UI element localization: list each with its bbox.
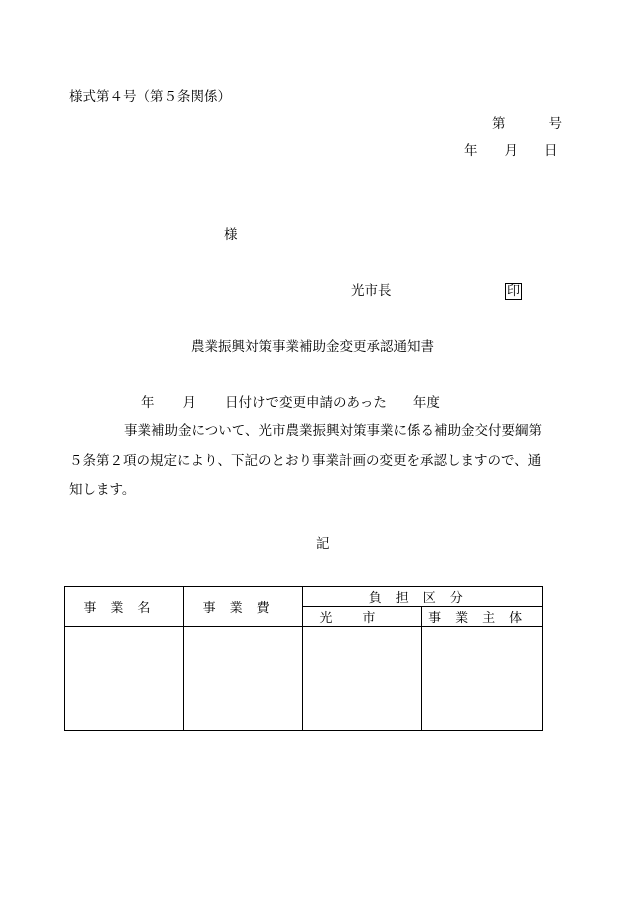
cell-project-cost[interactable] xyxy=(183,627,303,731)
body-line-3: ５条第２項の規定により、下記のとおり事業計画の変更を承認しますので、通 xyxy=(69,453,542,469)
date-year: 年 xyxy=(464,143,478,159)
header-city: 光市 xyxy=(303,607,422,627)
document-number-suffix: 号 xyxy=(548,116,562,132)
body-line-2: 事業補助金について、光市農業振興対策事業に係る補助金交付要綱第 xyxy=(124,423,542,439)
header-operator: 事業主体 xyxy=(422,607,543,627)
body-line-1 xyxy=(141,397,440,411)
body-month: 月 xyxy=(182,395,196,411)
issue-date xyxy=(464,145,558,159)
body-year: 年 xyxy=(141,395,155,411)
document-title: 農業振興対策事業補助金変更承認通知書 xyxy=(191,339,434,355)
date-day: 日 xyxy=(544,143,558,159)
cell-city[interactable] xyxy=(303,627,422,731)
body-fiscal-year: 年度 xyxy=(412,395,440,411)
document-number xyxy=(492,118,562,132)
issuer: 光市長 xyxy=(351,283,392,299)
seal-stamp: 印 xyxy=(507,284,521,299)
header-burden: 負担区分 xyxy=(303,587,543,607)
form-number: 様式第４号（第５条関係） xyxy=(69,89,231,105)
record-label: 記 xyxy=(316,536,330,552)
body-line-4: 知します。 xyxy=(69,482,136,498)
header-project-name: 事業名 xyxy=(65,587,184,627)
body-text: 日付けで変更申請のあった xyxy=(225,395,387,411)
cell-operator[interactable] xyxy=(422,627,543,731)
project-table xyxy=(64,586,543,731)
header-project-cost: 事業費 xyxy=(183,587,303,627)
document-number-prefix: 第 xyxy=(492,116,506,132)
cell-project-name[interactable] xyxy=(65,627,184,731)
recipient-suffix: 様 xyxy=(224,227,238,243)
table-row xyxy=(65,627,543,731)
date-month: 月 xyxy=(504,143,518,159)
